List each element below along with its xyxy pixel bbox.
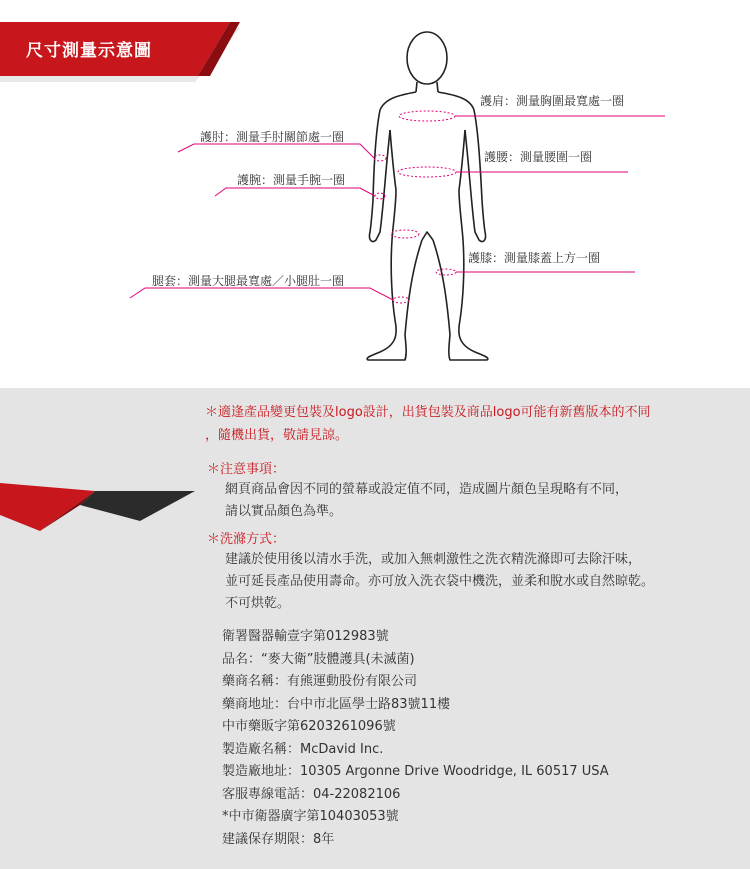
measurement-loops [374,111,456,303]
washing-line-3: 不可烘乾。 [225,596,291,611]
washing-heading: ＊洗滌方式： [207,532,286,547]
label-wrist: 護腕：測量手腕一圈 [237,173,346,187]
info-line: 衛署醫器輸壹字第012983號 [222,629,389,644]
label-thigh: 腿套：測量大腿最寬處／小腿肚一圈 [152,274,345,288]
info-line: 品名：“麥大衛”肢體護具(未滅菌) [222,651,415,667]
info-line: 製造廠名稱：McDavid Inc. [222,741,384,757]
caution-line-2: 請以實品顏色為準。 [225,504,343,519]
label-shoulder: 護肩：測量胸圍最寬處一圈 [480,94,625,108]
measurement-diagram-section [0,0,750,388]
info-line: 製造廠地址：10305 Argonne Drive Woodridge, IL 60517 USA [222,764,609,779]
info-line: 建議保存期限：8年 [222,831,335,847]
label-knee: 護膝：測量膝蓋上方一圈 [468,251,601,265]
product-info-section [0,388,750,869]
notice-line-1: ＊適逢產品變更包裝及logo設計，出貨包裝及商品logo可能有新舊版本的不同 [205,405,651,420]
decorative-chevron [0,463,200,533]
caution-line-1: 網頁商品會因不同的螢幕或設定值不同，造成圖片顏色呈現略有不同， [225,482,629,497]
info-line: *中市衛器廣字第10403053號 [222,809,399,824]
body-figure [0,0,750,388]
label-waist: 護腰：測量腰圍一圈 [484,150,593,164]
label-elbow: 護肘：測量手肘關節處一圈 [200,130,345,144]
product-info-list [222,626,609,851]
info-line: 客服專線電話：04-22082106 [222,786,401,802]
info-line: 藥商地址：台中市北區學士路83號11樓 [222,696,451,712]
page-title: 尺寸測量示意圖 [26,41,152,61]
caution-heading: ＊注意事項： [207,462,286,477]
info-line: 藥商名稱：有熊運動股份有限公司 [222,674,418,689]
washing-line-1: 建議於使用後以清水手洗，或加入無刺激性之洗衣精洗滌即可去除汗味， [225,552,642,567]
notice-line-2: ，隨機出貨，敬請見諒。 [205,428,349,443]
washing-line-2: 並可延長產品使用壽命。亦可放入洗衣袋中機洗，並柔和脫水或自然晾乾。 [225,574,655,589]
info-line: 中市藥販字第6203261096號 [222,719,396,734]
